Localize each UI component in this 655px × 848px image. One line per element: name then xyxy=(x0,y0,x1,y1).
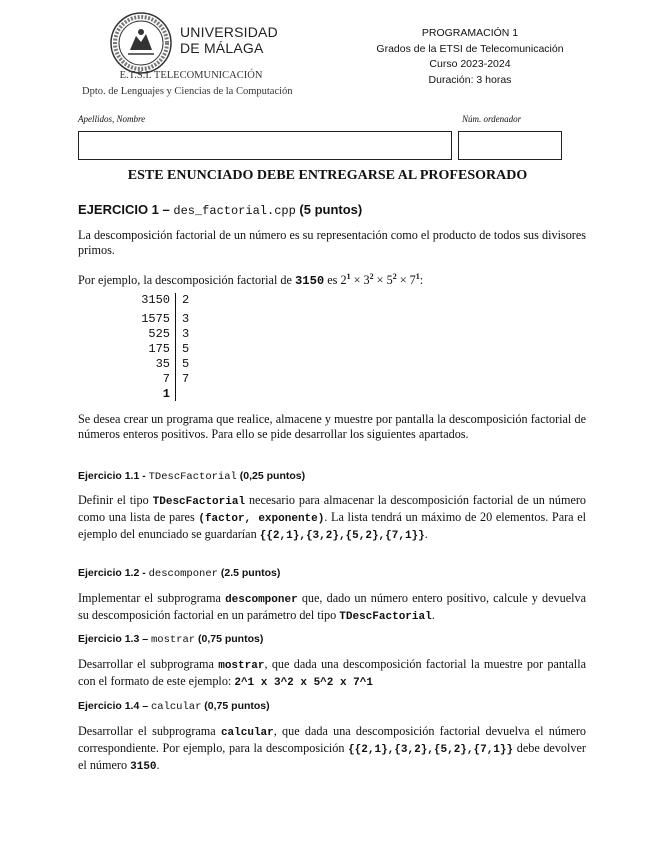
exercise-1-1-text: Definir el tipo TDescFactorial necesario para almacenar la descomposición factorial de un número como una lista de pares (factor, exponente). La lista tendrá un máximo de 20 elementos. Para el ejemplo del enunciado se guardarían {{2,1},{3,2},{5,2},{7,1}}. xyxy=(78,493,587,543)
fact-number: 525 xyxy=(148,327,170,341)
exam-duration: Duración: 3 horas xyxy=(428,73,512,86)
example-line: Por ejemplo, la descomposición factorial de 3150 es $2^1 \times 3^2 \times 5^2 \times 7^1$: xyxy=(78,272,424,289)
department-name: Dpto. de Lenguajes y Ciencias de la Computación xyxy=(82,86,293,97)
factorization-divider-line xyxy=(175,293,176,401)
fact-number: 3150 xyxy=(141,293,170,307)
exercise-1-4-title: Ejercicio 1.4 – calcular (0,75 puntos) xyxy=(78,700,270,713)
fact-number: 7 xyxy=(162,372,170,386)
exercise-1-3-text: Desarrollar el subprograma mostrar, que dada una descomposición factorial la muestre por pantalla con el formato de este ejemplo: 2^1 x 3^2 x 5^2 x 7^1 xyxy=(78,657,586,690)
fact-divisor: 5 xyxy=(182,357,190,371)
university-name: UNIVERSIDAD DE MÁLAGA xyxy=(180,24,278,56)
fact-number: 1575 xyxy=(141,312,170,326)
computer-label: Núm. ordenador xyxy=(462,114,522,124)
exercise-1-title: EJERCICIO 1 – des_factorial.cpp (5 puntos) xyxy=(78,202,363,218)
university-seal-logo xyxy=(110,12,172,74)
exercise-1-2-text: Implementar el subprograma descomponer que, dado un número entero positivo, calcule y devuelva su descomposición factorial en un parámetro del tipo TDescFactorial. xyxy=(78,591,586,624)
exercise-1-4-text: Desarrollar el subprograma calcular, que dada una descomposición factorial devuelva el número correspondiente. Por ejemplo, para la descomposición {{2,1},{3,2},{5,2},{7,1}} debe devolver el número 3150. xyxy=(78,724,586,774)
exercise-1-intro: La descomposición factorial de un número es su representación como el producto de todos sus divisores primos. xyxy=(78,228,586,258)
fact-divisor: 3 xyxy=(182,327,190,341)
name-field[interactable] xyxy=(78,131,452,160)
course-info xyxy=(360,26,580,88)
school-name: E.T.S.I. TELECOMUNICACIÓN xyxy=(119,70,263,81)
exercise-1-1-title: Ejercicio 1.1 - TDescFactorial (0,25 puntos) xyxy=(78,470,306,483)
exercise-1-2-title: Ejercicio 1.2 - descomponer (2.5 puntos) xyxy=(78,567,281,580)
exercise-1-task: Se desea crear un programa que realice, almacene y muestre por pantalla la descomposición factorial de números enteros positivos. Para ello se pide desarrollar los siguientes apartados. xyxy=(78,412,586,442)
fact-number: 175 xyxy=(148,342,170,356)
exercise-1-3-title: Ejercicio 1.3 – mostrar (0,75 puntos) xyxy=(78,633,264,646)
fact-divisor: 2 xyxy=(182,293,190,307)
name-label: Apellidos, Nombre xyxy=(78,114,146,124)
fact-divisor: 3 xyxy=(182,312,190,326)
fact-divisor: 5 xyxy=(182,342,190,356)
course-title: PROGRAMACIÓN 1 xyxy=(421,27,519,39)
computer-field[interactable] xyxy=(458,131,562,160)
fact-number: 1 xyxy=(162,387,170,401)
fact-number: 35 xyxy=(155,357,170,371)
notice-heading: ESTE ENUNCIADO DEBE ENTREGARSE AL PROFESORADO xyxy=(127,168,528,183)
fact-divisor: 7 xyxy=(182,372,190,386)
academic-year: Curso 2023-2024 xyxy=(429,58,511,70)
degree: Grados de la ETSI de Telecomunicación xyxy=(376,42,564,55)
